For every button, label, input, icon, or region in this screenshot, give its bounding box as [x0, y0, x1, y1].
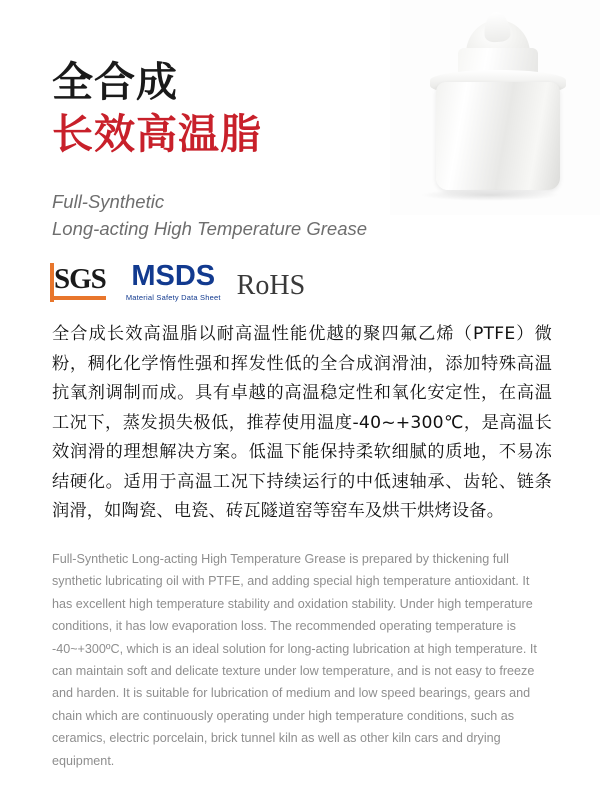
title-block — [52, 58, 452, 242]
certification-logos — [52, 262, 305, 302]
can-body-shape — [436, 82, 560, 190]
sgs-bar-icon — [50, 263, 54, 302]
description-en: Full-Synthetic Long-acting High Temperature Grease is prepared by thickening full synthetic lubricating oil with PTFE, and adding special high temperature antioxidant. It has excellent high temperature stability and oxidation stability. Under high temperature conditions, it has low evaporation loss. The recommended operating temperature is -40~+300ºC, which is an ideal solution for long-acting lubrication at high temperature. It can maintain soft and delicate texture under low temperature, and is not easy to freeze and harden. It is suitable for lubrication of medium and low speed bearings, gears and chain which are continuously operating under high temperature conditions, such as ceramics, electric porcelain, brick tunnel kiln as well as other kiln cars and drying equipment. — [52, 552, 537, 768]
rohs-logo: RoHS — [236, 269, 306, 301]
page-subtitle-en-line1: Full-Synthetic — [52, 190, 165, 212]
sgs-logo — [52, 263, 110, 302]
description-cn: 全合成长效高温脂以耐高温性能优越的聚四氟乙烯（PTFE）微粉，稠化化学惰性强和挥发性低的全合成润滑油，添加特殊高温抗氧剂调制而成。具有卓越的高温稳定性和氧化安定性，在高温工况下，蒸发损失极低，推荐使用温度-40~+300℃，是高温长效润滑的理想解决方案。低温下能保持柔软细腻的质地，不易冻结硬化。适用于高温工况下持续运行的中低速轴承、齿轮、链条润滑，如陶瓷、电瓷、砖瓦隧道窑等窑车及烘干烘烤设备。 — [52, 324, 552, 522]
msds-logo — [126, 262, 221, 302]
msds-logo-sublabel: Material Safety Data Sheet — [125, 293, 221, 302]
page-subtitle-en-line2: Long-acting High Temperature Grease — [52, 217, 368, 239]
sgs-logo-label: SGS — [54, 262, 106, 295]
msds-logo-label: MSDS — [131, 260, 216, 292]
page-subtitle-en — [52, 189, 452, 243]
page-title-cn-secondary: 长效高温脂 — [52, 110, 262, 159]
sgs-underline-icon — [54, 296, 106, 300]
page-title-cn-primary: 全合成 — [52, 58, 178, 106]
